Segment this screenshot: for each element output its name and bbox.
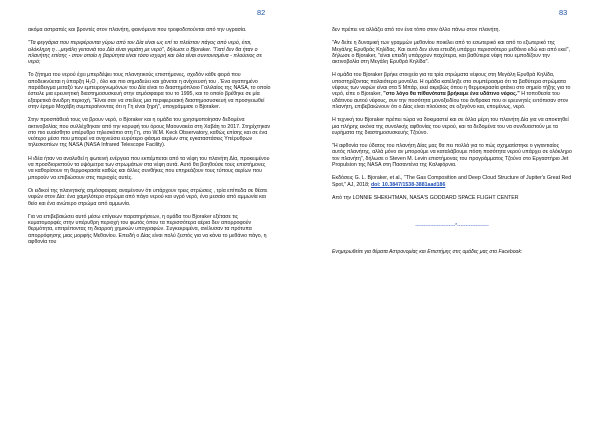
paragraph: "Αν δείτε η δυναμική των γραμμών μεθανίου ποικίλει από το εσωτερικό και από το εξωτερικό της Μεγάλης Ερυθράς Κηλίδας. Και αυτό δεν είναι επειδή υπάρχει περισσότερο μεθάνιο εδώ και από εκεί", δήλωσε ο Bjoraker, "είναι επειδή υπάρχουν παχύτερα, και βαθύτερα νέφη που εμποδίζουν την ακτινοβολία στη Μεγάλη Ερυθρά Κηλίδα". (332, 40, 570, 66)
right-page (300, 0, 600, 424)
page-number: 83 (559, 8, 568, 17)
paragraph: Για να επιβεβαιώσει αυτό μέσω επίγειων παρατηρήσεων, η ομάδα του Bjoraker εξέτασε τις κυματομορφές στην υπέρυθρη περιοχή του φωτός όπου τα περισσότερα αέρια δεν απορροφούν θερμότητα, επιτρέποντας τη διαρροή χημικών υπογραφών. Συγκεκριμένα, ανέλυσαν τα πρότυπα απορρόφησης μιας μορφής Μεθανίου. Επειδή ο Δίας είναι πολύ ζεστός για να κάνει το μεθάνιο πάγο, η αφθονία του (28, 213, 267, 246)
paragraph: Η ιδέα ήταν να αναλυθεί η φωτεινή ενέργεια που εκπέμπεται από τα νέφη του πλανήτη Δία, προκειμένου να προσδιοριστούν τα υψόμετρα των στρωμάτων στα νέφη αυτά. Αυτό θα βοηθούσε τους επιστήμονες να καθορίσουν τη θερμοκρασία καθώς και άλλες συνθήκες που επηρεάζουν τους τύπους αερίων που μπορούν να επιβιώσουν στις περιοχές αυτές. (28, 155, 270, 181)
paragraph: Οι ειδικοί της πλανητικής ατμόσφαιρας αναμένουν ότι υπάρχουν τρεις στρώσεις , τρία επίπεδα σε θέατε νεφών στον Δία: ένα χαμηλότερο στρώμα από πάγο νερού και υγρό νερό, ένα μεσαίο από αμμωνία και θείο και ένα ανώτερο στρώμα από αμμωνία. (28, 187, 268, 207)
quote-paragraph: "Τα φεγγάρια που περιφέρονται γύρω από τον Δία είναι ως επί το πλείστον πάγος από νερό, έτσι, ολόκληρη η ...μεγάλη γειτονιά του Δία είναι γεμάτη με νερό", δήλωσε ο Bjoraker. "Γιατί δεν θα ήταν ο πλανήτης επίσης - στον οποίο η βαρύτητα είναι τόσο ισχυρή και όλα είναι συντονισμένα - πλούσιος σε νερό; (28, 40, 262, 66)
facebook-footnote: Ενημερωθείτε για θέματα Αστρονομίας και Επιστήμης στις ομάδες μας στο Facebook: (332, 249, 523, 256)
bold-quote: "στο λόγο θα πίθανότατα βρήκαμε ένα υδάτινο νέφος." (383, 91, 520, 98)
paragraph: Το ζήτημα του νερού έχει μπερδέψει τους πλανητικούς επιστήμονες, σχεδόν κάθε φορά που αποδεικνύεται η ύπαρξη H₂O , όλο και πιο σημαδεύει και χάνεται η ανίχνευσή του . Ένα αγαπημένο παράδειγμα μεταξύ των εμπειρογνωμόνων του Δία είναι το διαστημόπλοιο Γαλιλαίος της NASA, το οποίο έστειλε μια ερευνητική διαστημοσυσκευή στην ατμόσφαιρα του το 1995, και το οποίο βρέθηκε σε μία εξαιρετικά άνυδρη περιοχή. "Είναι σαν να στείλεις μια περιφερειακή διαστημοσυσκευή να προσγειωθεί στην έρημο Μοχάβη συμπεραίνοντας ότι η Γη είναι ξηρή", υπογράμμισε ο Bjoraker. (28, 72, 271, 110)
section-separator: ------------------------*------------------- (415, 223, 489, 230)
paragraph: δεν πρέπει να αλλάζει από τον ένα τόπο στον άλλο πάνω στον πλανήτη. (332, 27, 500, 33)
paragraph-text: Η τοποθεσία του υδάτινου αυτού νέφους, συν την ποσότητα μονοξειδίου του άνθρακα που οι ερευνητές εντόπισαν στον πλανήτη, επιβεβαιώνουν ότι ο Δίας είναι πλούσιος σε οξυγόνο και, επομένως, νερό. (332, 91, 569, 110)
paragraph: ακόμα αστραπές και βροντές στον πλανήτη, φαινόμενα που τροφοδοτούνται από την υγρασία. (28, 27, 247, 33)
page-number: 82 (257, 8, 266, 17)
paragraph: "Η αφθονία του ύδατος του πλανήτη Δίας μας θα πει πολλά για το πώς σχηματίστηκε ο γιγαντιαίος αυτός πλανήτης, αλλά μόνο αν μπορούμε να καταλάβουμε πόση ποσότητα νερού υπάρχει σε ολόκληρο τον πλανήτη", δήλωσε ο Steven M. Levin επιστήμονας του προγράμματος Τζούνο στο Εργαστήριο Jet Propulsion της NASA στη Πασαντένα της Καλιφόρνια. (332, 143, 572, 169)
paragraph: Η τεχνική του Bjoraker πρέπει τώρα να δοκιμαστεί και σε άλλα μέρη του πλανήτη Δία για να αποκτηθεί μια πλήρης εικόνα της συνολικής αφθονίας του νερού, και τα δεδομένα του να συνδυαστούν με τα ευρήματα της διαστημοσυσκευής Τζούνο. (332, 117, 569, 136)
paragraph (332, 72, 572, 110)
doi-link[interactable]: doi: 10.3847/1538-3881aad186 (370, 181, 446, 188)
paragraph-text: Η ομάδα του Bjoraker βρήκε στοιχεία για τα τρία στρώματα νέφους στη Μεγάλη Ερυθρά Κηλίδα, υποστηρίζοντας παλαιότερα μοντέλα. Η ομάδα κατέληξε στο συμπέρασμα ότι τα βαθύτερα στρώματα νέφους των νεφών είναι στα 5 Μπάρ, εκεί ακριβώς όπου η θερμοκρασία φτάνει στο σημείο τήξης για το νερό, είπε ο Bjoraker, (332, 72, 571, 98)
paragraph: Στην προσπάθειά τους να βρουν νερό, ο Bjoraker και η ομάδα του χρησιμοποίησαν δεδομένα ακτινοβολίας που συλλέχθηκαν από την κορυφή του όρους Μαουνακέα στη Χαβάη το 2017. Στηρίχτηκαν στο πιο ευαίσθητο υπέρυθρο τηλεσκόπιο στη Γη, στο W.M. Keck Observatory, καθώς επίσης και σε ένα νεότερο μέσο που μπορεί να ανιχνεύσει ευρύτερο φάσμα αερίων στις εγκαταστάσεις Υπέρυθρων τηλεσκοπίων της NASA (NASA Infrared Telescope Facility). (28, 117, 271, 149)
right-text-column (332, 27, 572, 262)
left-text-column (28, 27, 271, 252)
citation (332, 175, 572, 188)
credit-line: Από την LONNIE SHEKHTMAN, NASA'S GODDARD SPACE FLIGHT CENTER (332, 194, 519, 201)
citation-text: Εκδόσεις G. L. Bjoraker, et al., "The Gas Composition and Deep Cloud Structure of Jupiter's Great Red Spot," AJ, 2018; (332, 175, 572, 188)
